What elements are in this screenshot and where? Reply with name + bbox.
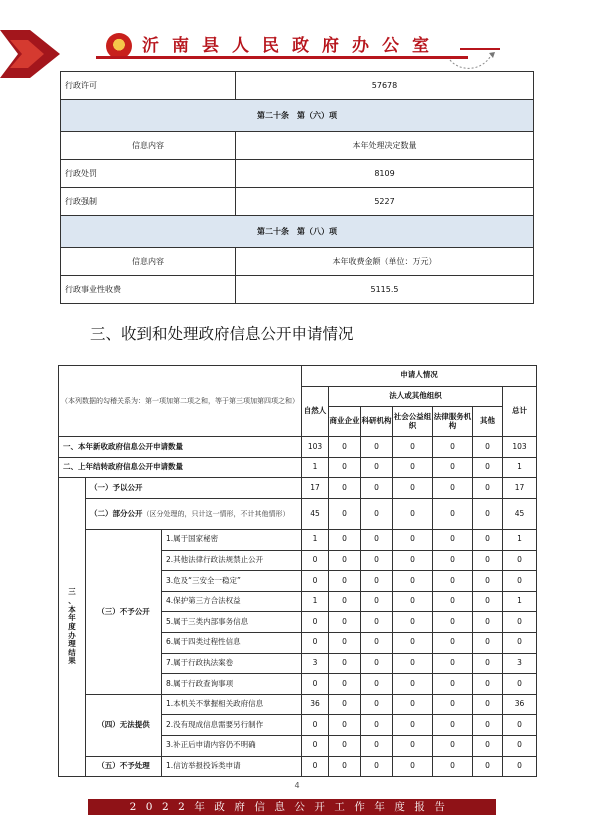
row-partial: [86, 498, 302, 529]
value-cell: 0: [473, 735, 503, 756]
sub-header-public-welfare: 社会公益组织: [393, 407, 433, 437]
table-row: [61, 132, 534, 160]
table-row: [61, 72, 534, 100]
value-cell: 0: [329, 591, 361, 612]
value-cell: 0: [393, 694, 433, 715]
row-value: 57678: [236, 72, 534, 100]
value-cell: 0: [393, 571, 433, 592]
value-cell: 17: [302, 478, 329, 499]
table-row: [61, 160, 534, 188]
value-cell: 0: [433, 529, 473, 550]
value-cell: 103: [302, 437, 329, 458]
row-partial-note: （区分处理的，只计这一情形，不计其他情形）: [142, 509, 290, 518]
application-stats-table: [58, 365, 537, 777]
section-3-label: 三 、 本 年 度 办 理 结 果: [59, 478, 86, 777]
reason-label: 3.危及“三安全一稳定”: [162, 571, 302, 592]
value-cell: 0: [503, 632, 537, 653]
value-cell: 36: [302, 694, 329, 715]
value-cell: 0: [473, 694, 503, 715]
value-cell: 0: [393, 550, 433, 571]
value-cell: 0: [361, 498, 393, 529]
value-cell: 0: [302, 550, 329, 571]
value-cell: 0: [361, 478, 393, 499]
value-cell: 0: [503, 715, 537, 736]
value-cell: 1: [503, 457, 537, 478]
row-label: 信息内容: [61, 248, 236, 276]
table-row: [59, 498, 537, 529]
value-cell: 0: [433, 550, 473, 571]
header-divider: [96, 56, 468, 59]
value-cell: 1: [302, 457, 329, 478]
value-cell: 0: [473, 498, 503, 529]
value-cell: 0: [329, 735, 361, 756]
row-value: 5227: [236, 188, 534, 216]
value-cell: 0: [329, 478, 361, 499]
value-cell: 0: [433, 612, 473, 633]
value-cell: 0: [433, 756, 473, 777]
value-cell: 0: [361, 529, 393, 550]
table-row: [59, 457, 537, 478]
value-cell: 0: [393, 715, 433, 736]
value-cell: 0: [302, 571, 329, 592]
value-cell: 0: [393, 591, 433, 612]
table-row: [61, 216, 534, 248]
value-cell: 1: [302, 529, 329, 550]
row-carried-over: 二、上年结转政府信息公开申请数量: [59, 457, 302, 478]
value-cell: 0: [361, 694, 393, 715]
table-row: [61, 248, 534, 276]
table-row: [59, 756, 537, 777]
row-partial-label: （二）部分公开: [90, 508, 143, 518]
natural-person-header: 自然人: [302, 386, 329, 437]
value-cell: 0: [329, 612, 361, 633]
table-row: [59, 478, 537, 499]
value-cell: 0: [361, 571, 393, 592]
value-cell: 0: [473, 457, 503, 478]
total-header: 总计: [503, 386, 537, 437]
value-cell: 0: [433, 674, 473, 695]
value-cell: 0: [361, 735, 393, 756]
value-cell: 1: [302, 591, 329, 612]
row-label: 行政事业性收费: [61, 276, 236, 304]
value-cell: 0: [433, 653, 473, 674]
applicant-header: 申请人情况: [302, 366, 537, 387]
section-heading: 第二十条 第（八）项: [61, 216, 534, 248]
reason-label: 1.本机关不掌握相关政府信息: [162, 694, 302, 715]
value-cell: 0: [361, 591, 393, 612]
value-cell: 36: [503, 694, 537, 715]
reason-label: 1.信访举报投诉类申请: [162, 756, 302, 777]
group-not-disclosed-label: （三）不予公开: [86, 529, 162, 694]
reason-label: 1.属于国家秘密: [162, 529, 302, 550]
table-row: [59, 694, 537, 715]
value-cell: 0: [473, 674, 503, 695]
value-cell: 0: [329, 632, 361, 653]
value-cell: 0: [393, 498, 433, 529]
value-cell: 0: [473, 591, 503, 612]
value-cell: 0: [329, 498, 361, 529]
value-cell: 0: [473, 653, 503, 674]
value-cell: 0: [473, 715, 503, 736]
value-cell: 0: [473, 632, 503, 653]
table-row: [59, 437, 537, 458]
sub-header-other: 其他: [473, 407, 503, 437]
value-cell: 0: [302, 632, 329, 653]
row-new-applications: 一、本年新收政府信息公开申请数量: [59, 437, 302, 458]
table-row: [59, 529, 537, 550]
value-cell: 1: [503, 529, 537, 550]
value-cell: 103: [503, 437, 537, 458]
row-value: 本年处理决定数量: [236, 132, 534, 160]
reason-label: 4.保护第三方合法权益: [162, 591, 302, 612]
value-cell: 0: [361, 715, 393, 736]
value-cell: 1: [503, 591, 537, 612]
section-title: 三、收到和处理政府信息公开申请情况: [90, 325, 354, 343]
value-cell: 0: [329, 756, 361, 777]
value-cell: 0: [393, 632, 433, 653]
value-cell: 0: [503, 612, 537, 633]
value-cell: 0: [503, 571, 537, 592]
value-cell: 0: [302, 735, 329, 756]
row-label: 行政强制: [61, 188, 236, 216]
value-cell: 0: [361, 437, 393, 458]
page-number: 4: [294, 781, 300, 790]
value-cell: 0: [393, 653, 433, 674]
value-cell: 0: [433, 478, 473, 499]
section-heading: 第二十条 第（六）项: [61, 100, 534, 132]
legal-entity-header: 法人或其他组织: [329, 386, 503, 407]
value-cell: 17: [503, 478, 537, 499]
value-cell: 0: [503, 550, 537, 571]
group-unable-to-provide-label: （四）无法提供: [86, 694, 162, 756]
value-cell: 0: [361, 550, 393, 571]
value-cell: 0: [361, 612, 393, 633]
value-cell: 0: [433, 498, 473, 529]
value-cell: 0: [329, 437, 361, 458]
value-cell: 0: [329, 571, 361, 592]
row-open: （一）予以公开: [86, 478, 302, 499]
table-row: [61, 188, 534, 216]
value-cell: 0: [302, 756, 329, 777]
table-row: [61, 276, 534, 304]
value-cell: 0: [433, 715, 473, 736]
row-value: 本年收费金额（单位：万元）: [236, 248, 534, 276]
sub-header-legal-service: 法律服务机构: [433, 407, 473, 437]
value-cell: 0: [329, 529, 361, 550]
group-not-processed-label: （五）不予处理: [86, 756, 162, 777]
sub-header-research: 科研机构: [361, 407, 393, 437]
table-note: （本列数据的勾稽关系为：第一项加第二项之和，等于第三项加第四项之和）: [61, 396, 300, 405]
value-cell: 0: [433, 735, 473, 756]
value-cell: 0: [302, 612, 329, 633]
value-cell: 0: [393, 735, 433, 756]
value-cell: 0: [393, 529, 433, 550]
value-cell: 45: [302, 498, 329, 529]
footer-banner: 2022年政府信息公开工作年度报告: [88, 799, 496, 815]
reason-label: 5.属于三类内部事务信息: [162, 612, 302, 633]
value-cell: 0: [433, 571, 473, 592]
value-cell: 0: [503, 674, 537, 695]
stats-table-top: [60, 71, 534, 304]
value-cell: 3: [302, 653, 329, 674]
value-cell: 0: [329, 550, 361, 571]
value-cell: 0: [433, 457, 473, 478]
table-row: [61, 100, 534, 132]
value-cell: 0: [302, 715, 329, 736]
reason-label: 2.其他法律行政法规禁止公开: [162, 550, 302, 571]
value-cell: 0: [361, 674, 393, 695]
row-value: 8109: [236, 160, 534, 188]
value-cell: 0: [361, 632, 393, 653]
value-cell: 3: [503, 653, 537, 674]
value-cell: 0: [361, 756, 393, 777]
reason-label: 8.属于行政查询事项: [162, 674, 302, 695]
value-cell: 0: [393, 612, 433, 633]
header-title: 沂南县人民政府办公室: [142, 36, 442, 56]
value-cell: 0: [433, 437, 473, 458]
value-cell: 0: [393, 674, 433, 695]
red-arrow-decoration: [0, 26, 66, 82]
value-cell: 0: [329, 674, 361, 695]
value-cell: 0: [503, 756, 537, 777]
value-cell: 0: [433, 632, 473, 653]
value-cell: 0: [473, 756, 503, 777]
value-cell: 0: [473, 612, 503, 633]
row-label: 行政许可: [61, 72, 236, 100]
value-cell: 0: [329, 694, 361, 715]
table-note-cell: [59, 366, 302, 437]
value-cell: 0: [393, 437, 433, 458]
value-cell: 0: [433, 694, 473, 715]
value-cell: 0: [329, 715, 361, 736]
row-value: 5115.5: [236, 276, 534, 304]
value-cell: 0: [329, 653, 361, 674]
reason-label: 2.没有现成信息需要另行制作: [162, 715, 302, 736]
value-cell: 0: [361, 653, 393, 674]
row-label: 信息内容: [61, 132, 236, 160]
value-cell: 0: [393, 478, 433, 499]
value-cell: 0: [473, 437, 503, 458]
value-cell: 0: [302, 674, 329, 695]
value-cell: 0: [473, 529, 503, 550]
value-cell: 0: [393, 756, 433, 777]
reason-label: 3.补正后申请内容仍不明确: [162, 735, 302, 756]
value-cell: 0: [473, 550, 503, 571]
value-cell: 0: [361, 457, 393, 478]
sub-header-business: 商业企业: [329, 407, 361, 437]
value-cell: 0: [503, 735, 537, 756]
reason-label: 7.属于行政执法案卷: [162, 653, 302, 674]
value-cell: 0: [473, 571, 503, 592]
reason-label: 6.属于四类过程性信息: [162, 632, 302, 653]
value-cell: 0: [473, 478, 503, 499]
value-cell: 0: [393, 457, 433, 478]
row-label: 行政处罚: [61, 160, 236, 188]
value-cell: 45: [503, 498, 537, 529]
value-cell: 0: [433, 591, 473, 612]
value-cell: 0: [329, 457, 361, 478]
